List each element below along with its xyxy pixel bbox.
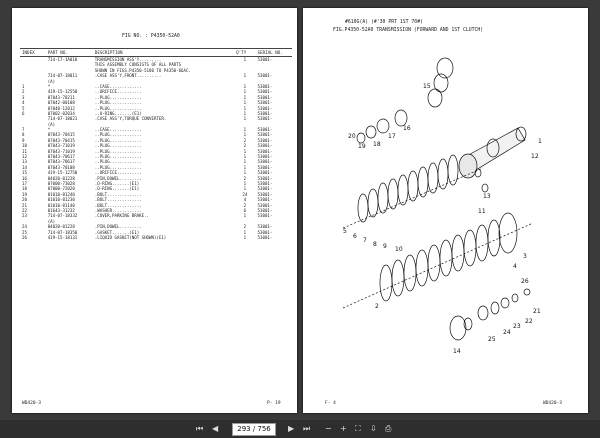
qty-cell: 24 [242, 191, 248, 197]
index-cell: 21 [22, 202, 27, 208]
qty-cell: 1 [243, 186, 247, 192]
qty-cell: 1 [243, 127, 247, 133]
part-no-cell: 01643-31232 [47, 207, 75, 213]
svg-text:3: 3 [523, 253, 527, 260]
part-no-cell: 419-15-18131 [47, 234, 78, 240]
index-cell: 17 [22, 180, 27, 186]
qty-cell: 1 [243, 229, 247, 235]
serial-cell: 53001- [257, 191, 273, 197]
index-cell: 3 [22, 94, 25, 100]
part-no-cell: * [47, 83, 51, 89]
description-cell: ..PLUG............. [94, 94, 142, 100]
index-cell: 2 [22, 89, 25, 95]
part-no-cell: (A) [47, 78, 56, 84]
serial-cell: 53001- [257, 207, 273, 213]
part-no-cell: 714-07-18021 [47, 116, 78, 122]
serial-cell: 53001- [257, 143, 273, 149]
svg-text:13: 13 [483, 193, 491, 200]
index-cell: 9 [22, 137, 25, 143]
index-cell: 5 [22, 105, 25, 111]
part-no-cell: 07043-70415 [47, 132, 75, 138]
serial-cell: 53001- [257, 83, 273, 89]
part-no-cell: 01010-81240 [47, 191, 75, 197]
qty-cell: 2 [243, 224, 247, 230]
index-cell: 22 [22, 207, 27, 213]
index-cell: 11 [22, 148, 27, 154]
serial-cell: 53001- [257, 100, 273, 106]
description-cell: TRANSMISSION ASS'Y......... [94, 57, 162, 62]
qty-cell: 1 [243, 57, 247, 62]
description-cell: .O-RING.......(E1) [94, 180, 140, 186]
description-cell: .CASE ASS'Y,TORQUE CONVERTER. [94, 116, 167, 122]
header-line: #610G(A) (#'30 PRT 1ST 70#) [345, 20, 423, 25]
description-cell: ..PLUG............. [94, 154, 142, 160]
serial-cell: 53001- [257, 148, 273, 154]
description-cell: .LIQUID GASKET(NOT SHOWN)(E1) [94, 234, 167, 240]
index-cell: 14 [22, 164, 27, 170]
part-no-cell: (A) [47, 218, 56, 224]
svg-text:8: 8 [373, 241, 377, 248]
svg-text:22: 22 [525, 318, 533, 325]
serial-cell: 53001- [257, 154, 273, 160]
description-cell: ..ORIFICE.......... [94, 170, 142, 176]
exploded-diagram-page [303, 8, 588, 413]
serial-cell: 53001- [257, 110, 273, 116]
part-no-cell: * [47, 127, 51, 133]
qty-cell: 6 [243, 207, 247, 213]
fullscreen-icon[interactable]: ⛶ [355, 424, 361, 433]
part-no-cell: 07002-02034 [47, 110, 75, 116]
part-no-cell: 07043-70211 [47, 94, 75, 100]
first-page-icon[interactable]: ⏮ [196, 424, 204, 433]
print-icon[interactable]: ⎙ [385, 424, 392, 433]
next-page-icon[interactable]: ▶ [288, 424, 295, 433]
part-no-cell: 07043-70617 [47, 159, 75, 165]
qty-cell: 2 [243, 137, 247, 143]
viewer-toolbar [0, 420, 600, 438]
description-cell: .O-RING.......(E1) [94, 186, 140, 192]
part-no-cell: 419-15-12550 [47, 89, 78, 95]
part-no-cell: 714-07-18332 [47, 213, 78, 219]
serial-cell: 53001- [257, 89, 273, 95]
qty-cell: 1 [243, 83, 247, 89]
description-cell: THIS ASSEMBLY CONSISTS OF ALL PARTS [94, 62, 182, 68]
serial-cell: 53001- [257, 127, 273, 133]
description-cell: ..PLUG............. [94, 148, 142, 154]
description-cell: ..O-RING.......(E1) [94, 110, 142, 116]
qty-cell: 1 [243, 105, 247, 111]
svg-text:16: 16 [403, 125, 411, 132]
serial-cell: 53001- [257, 180, 273, 186]
index-cell: 6 [22, 110, 25, 116]
description-cell: .PIN,DOWEL......... [94, 224, 142, 230]
part-no-cell: 07043-71019 [47, 143, 75, 149]
serial-cell: 53001- [257, 116, 273, 122]
description-cell: ..CASE............. [94, 127, 142, 133]
serial-cell: 53001- [257, 137, 273, 143]
serial-cell: 53001- [257, 170, 273, 176]
part-no-cell: 714-07-18011 [47, 73, 78, 79]
index-cell: 8 [22, 132, 25, 138]
parts-table-body [20, 57, 292, 241]
description-cell: .WASHER............ [94, 207, 142, 213]
svg-text:14: 14 [453, 348, 461, 355]
description-cell: .CASE ASS'Y,FRONT.......... [94, 73, 162, 79]
clutch-plate-stack-upper [358, 155, 458, 222]
serial-cell: 53001- [257, 164, 273, 170]
zoom-in-icon[interactable]: + [340, 424, 347, 433]
table-row [20, 235, 292, 240]
qty-cell: 1 [243, 94, 247, 100]
col-desc-header: DESCRIPTION [93, 49, 234, 57]
svg-text:12: 12 [531, 153, 539, 160]
last-page-icon[interactable]: ⏭ [303, 424, 311, 433]
index-cell: 26 [22, 234, 27, 240]
part-no-cell: 01010-81230 [47, 197, 75, 203]
index-cell: 25 [22, 229, 27, 235]
description-cell: .GASKET.......(E1) [94, 229, 140, 235]
qty-cell: 2 [243, 143, 247, 149]
index-cell: 13 [22, 159, 27, 165]
description-cell: ..PLUG............. [94, 105, 142, 111]
svg-text:18: 18 [373, 141, 381, 148]
part-no-cell: 07043-71019 [47, 148, 75, 154]
description-cell: .BOLT.............. [94, 191, 142, 197]
svg-text:25: 25 [488, 336, 496, 343]
part-no-cell: 04020-01228 [47, 224, 75, 230]
part-no-cell: (A) [47, 121, 56, 127]
description-cell: ..PLUG............. [94, 132, 142, 138]
serial-cell: 53001- [257, 186, 273, 192]
part-no-cell: 07043-70108 [47, 164, 75, 170]
description-cell: ..PLUG............. [94, 164, 142, 170]
index-cell: 10 [22, 143, 27, 149]
serial-cell: 53001- [257, 202, 273, 208]
qty-cell: 1 [243, 73, 247, 79]
qty-cell: 1 [243, 110, 247, 116]
col-qty-header: Q'TY [234, 49, 255, 57]
description-cell: .BOLT.............. [94, 197, 142, 203]
description-cell: ..ORIFICE.......... [94, 89, 142, 95]
serial-cell: 53001- [257, 234, 273, 240]
part-no-cell: 07043-70617 [47, 154, 75, 160]
svg-text:2: 2 [375, 303, 379, 310]
index-cell: 7 [22, 127, 25, 133]
qty-cell: 4 [243, 197, 247, 203]
description-cell: SHOWN IN FIGS.P4350-5180 TO P4350-66AC. [94, 67, 191, 73]
svg-text:23: 23 [513, 323, 521, 330]
qty-cell: 2 [243, 175, 247, 181]
svg-text:15: 15 [423, 83, 431, 90]
serial-cell: 53001- [257, 105, 273, 111]
qty-cell: 2 [243, 202, 247, 208]
serial-cell: 53001- [257, 159, 273, 165]
serial-cell: 53001- [257, 57, 273, 62]
fig-title: FIG.P4350-52A0 TRANSMISSION (FORWARD AND 1ST CLUTCH) [333, 28, 484, 33]
part-no-cell: 01010-81140 [47, 202, 75, 208]
serial-cell: 53001- [257, 197, 273, 203]
serial-cell: 53001- [257, 132, 273, 138]
page-code-right: WD420-3 [543, 401, 562, 406]
description-cell: ..PLUG............. [94, 137, 142, 143]
qty-cell: 1 [243, 180, 247, 186]
callout-numbers [343, 83, 542, 355]
page-number-input[interactable]: 293 / 756 [232, 423, 276, 436]
description-cell: ..PLUG............. [94, 143, 142, 149]
qty-cell: 1 [243, 89, 247, 95]
download-icon[interactable]: ⇩ [370, 424, 377, 433]
index-cell: 24 [22, 224, 27, 230]
page-number-right: F- 4 [325, 401, 336, 406]
part-no-cell: 07043-70415 [47, 137, 75, 143]
qty-cell: 1 [243, 213, 247, 219]
qty-cell: 1 [243, 170, 247, 176]
zoom-out-icon[interactable]: − [325, 424, 332, 433]
parts-table [20, 48, 292, 240]
svg-text:26: 26 [521, 278, 529, 285]
serial-cell: 53001- [257, 224, 273, 230]
callout-label: 20 [348, 133, 356, 140]
index-cell: 1 [22, 83, 25, 89]
description-cell: .PIN,DOWEL......... [94, 175, 142, 181]
qty-cell: 1 [243, 100, 247, 106]
svg-text:21: 21 [533, 308, 541, 315]
qty-cell: 1 [243, 164, 247, 170]
page-number-left: P- 19 [267, 401, 281, 406]
part-no-cell: 714-07-18350 [47, 229, 78, 235]
col-part-header: PART NO. [46, 49, 93, 57]
svg-text:7: 7 [363, 237, 367, 244]
col-index-header: INDEX [20, 49, 46, 57]
part-no-cell: 07040-12012 [47, 105, 75, 111]
part-no-cell: 04020-01228 [47, 175, 75, 181]
svg-text:9: 9 [383, 243, 387, 250]
index-cell: 4 [22, 100, 25, 106]
fig-number: FIG NO. : P4350-52A0 [122, 34, 180, 39]
index-cell: 12 [22, 154, 27, 160]
serial-cell: 53001- [257, 73, 273, 79]
svg-text:11: 11 [478, 208, 486, 215]
index-cell: 20 [22, 197, 27, 203]
parts-table-header [20, 49, 292, 57]
svg-text:24: 24 [503, 329, 511, 336]
serial-cell: 53001- [257, 213, 273, 219]
exploded-diagram [303, 8, 588, 413]
svg-text:1: 1 [538, 138, 542, 145]
col-serial-header: SERIAL NO. [256, 49, 292, 57]
parts-list-page [12, 8, 297, 413]
index-cell: 16 [22, 175, 27, 181]
qty-cell: 1 [243, 154, 247, 160]
ring-part [437, 58, 453, 78]
qty-cell: 1 [243, 234, 247, 240]
part-no-cell: 714-17-1A010 [47, 57, 78, 62]
description-cell: ..CASE............. [94, 83, 142, 89]
description-cell: ..PLUG............. [94, 159, 142, 165]
qty-cell: 1 [243, 148, 247, 154]
qty-cell: 1 [243, 116, 247, 122]
index-cell: 15 [22, 170, 27, 176]
description-cell: .COVER,PARKING BRAKE.. [94, 213, 150, 219]
clutch-plate-stack-lower [380, 213, 517, 301]
part-no-cell: 07000-73028 [47, 180, 75, 186]
description-cell: ..PLUG............. [94, 100, 142, 106]
description-cell: .BOLT.............. [94, 202, 142, 208]
part-no-cell: 419-15-12750 [47, 170, 78, 176]
serial-cell: 53001- [257, 94, 273, 100]
svg-text:5: 5 [343, 228, 347, 235]
svg-text:19: 19 [358, 143, 366, 150]
prev-page-icon[interactable]: ◀ [212, 424, 219, 433]
svg-text:6: 6 [353, 233, 357, 240]
serial-cell: 53001- [257, 229, 273, 235]
svg-text:17: 17 [388, 133, 396, 140]
svg-text:10: 10 [395, 246, 403, 253]
qty-cell: 1 [243, 159, 247, 165]
svg-text:4: 4 [513, 263, 517, 270]
part-no-cell: 07042-00108 [47, 100, 75, 106]
index-cell: 19 [22, 191, 27, 197]
index-cell: 18 [22, 186, 27, 192]
serial-cell: 53001- [257, 175, 273, 181]
part-no-cell: 07000-72020 [47, 186, 75, 192]
page-code-left: WD420-3 [22, 401, 41, 406]
qty-cell: 1 [243, 132, 247, 138]
index-cell: 23 [22, 213, 27, 219]
